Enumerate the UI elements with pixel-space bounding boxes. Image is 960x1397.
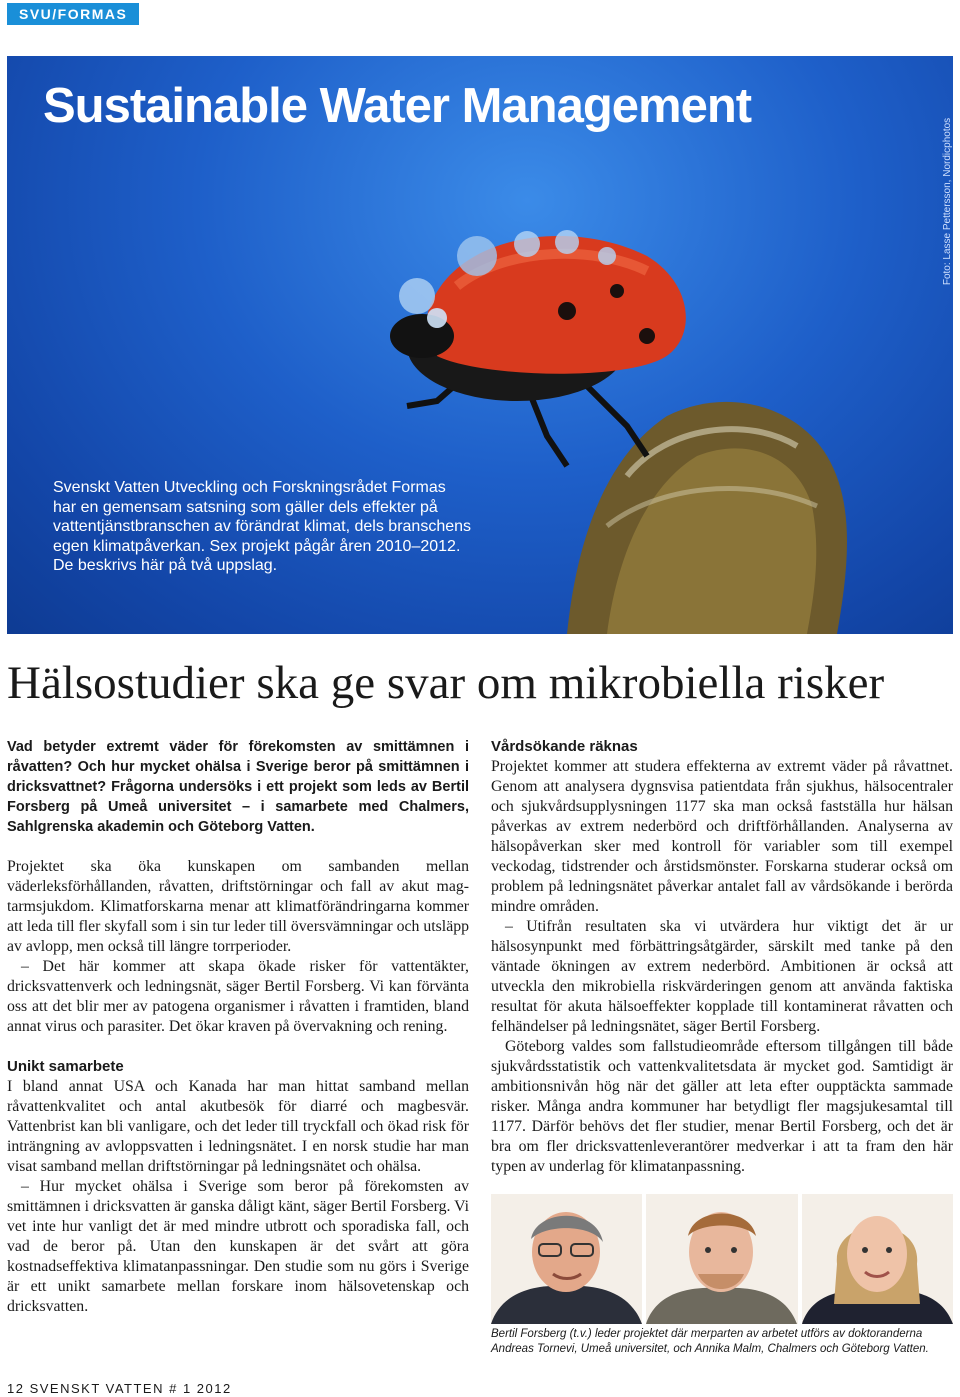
hero-intro: Svenskt Vatten Utveckling och Forskningsrådet Formas har en gemensam satsning som gäller dels effekter på vattentjänstbranschen av förändrat klimat, dels branschens egen klimatpåverkan. Sex projekt pågår åren 2010–2012. De beskrivs här på två uppslag.: [53, 479, 472, 574]
body-paragraph: – Utifrån resultaten ska vi utvärdera hur viktigt det är ur hälsosynpunkt med förbättringsåtgärder, särskilt med tanke på den väntade ökningen av extrem nederbörd. Ambitionen är också att utveckla den mikrobiella riskvärderingen genom att använda faktiska resultat för akuta hälsoeffekter kopplade till kontaminerat råvatten och felhändelser på ledningsnätet, säger Bertil Forsberg.: [491, 918, 953, 1035]
lead-paragraph: Vad betyder extremt väder för förekomsten av smittämnen i råvatten? Och hur mycket ohälsa i Sverige beror på smittämnen i dricksvattnet? Frågorna undersöks i ett projekt som leds av Bertil Forsberg på Umeå universitet – i samarbete med Chalmers, Sahlgrenska akademin och Göteborg Vatten.: [7, 739, 469, 835]
portrait-photos: [491, 1194, 953, 1324]
hero-title: Sustainable Water Management: [43, 79, 752, 133]
body-paragraph: Göteborg valdes som fallstudieområde eftersom tillgången till både sjukvårdsstatistik och vattenkvalitetsdata är mycket god. Samtidigt är ambitionsnivån hög när det gäller att leta efter oupptäckta sammade risker. Många andra kommuner har betydligt fler magsjukesamtal till 1177. Därför behövs det fler studier, menar Bertil Forsberg, och det är bra om fler dricksvattenleverantörer medverkar i att ta fram den här typen av underlag för klimatanpassning.: [491, 1038, 953, 1175]
photo-credit: Foto: Lasse Pettersson, Nordicphotos: [941, 117, 953, 286]
body-paragraph: Projektet kommer att studera effekterna av extremt väder på råvattnet. Genom att analysera dygnsvisa patientdata från sjukhus, hälsocentraler och sjukvårdsupplysningen 1177 ska man också fastställa hur hälsan påverkas av extrem nederbörd och driftförhållanden. Analyserna av hälsopåverkan sker med kontroll för variabler som till exempel veckodag, tidstrender och årstidsmönster. Forskarna studerar också om problem på ledningsnätet påverkar antalet fall av vårdsökande i berörda mindre områden.: [491, 758, 953, 915]
hero-photo: [7, 56, 953, 634]
article-headline: Hälsostudier ska ge svar om mikrobiella risker: [7, 657, 885, 709]
left-column: [7, 737, 469, 1317]
body-paragraph: – Det här kommer att skapa ökade risker för vattentäkter, dricksvattenverk och ledningsnät, säger Bertil Forsberg. Vi kan förvänta oss att det blir mer av patogena organismer i råvatten i framtiden, bland annat virus och parasiter. Det ökar kraven på övervakning och rening.: [7, 958, 469, 1035]
body-paragraph: Projektet ska öka kunskapen om sambanden mellan väderleksförhållanden, råvatten, driftstörningar och fall av akut mag-tarmsjukdom. Klimatforskarna menar att klimatförändringarna kommer att leda till fler skyfall som i sin tur leder till översvämningar och utsläpp av avlopp, men också till längre torrperioder.: [7, 858, 469, 955]
subheading: Unikt samarbete: [7, 1058, 124, 1075]
portrait-photo-2: [646, 1194, 797, 1324]
section-tag: SVU/FORMAS: [7, 3, 139, 25]
photo-caption: Bertil Forsberg (t.v.) leder projektet där merparten av arbetet utförs av doktoranderna Andreas Tornevi, Umeå universitet, och Annika Malm, Chalmers och Göteborg Vatten.: [491, 1328, 929, 1355]
right-column: [491, 737, 953, 1177]
portrait-photo-3: [802, 1194, 953, 1324]
page-footer: 12 SVENSKT VATTEN # 1 2012: [7, 1381, 232, 1396]
portrait-photo-1: [491, 1194, 642, 1324]
body-paragraph: I bland annat USA och Kanada har man hittat samband mellan råvattenkvalitet och antal akutbesök för diarré och magbesvär. Vattenbrist kan bli vanligare, och det leder till tryckfall och ökad risk för inträngning av avloppsvatten i ledningsnätet. I en norsk studie har man visat samband mellan driftstörningar på ledningsnätet och ohälsa.: [7, 1078, 469, 1175]
subheading: Vårdsökande räknas: [491, 738, 638, 755]
body-paragraph: – Hur mycket ohälsa i Sverige som beror på förekomsten av smittämnen i dricksvatten är ganska dåligt känt, säger Bertil Forsberg. Vi vet inte hur vanligt det är med mindre utbrott och sporadiska fall, och vad de beror på. Utan den kunskapen är det svårt att göra kostnadseffektiva klimatanpassningar. Den studie som nu görs i Sverige är ett unikt samarbete mellan forskare inom hälsovetenskap och dricksvatten.: [7, 1178, 469, 1315]
